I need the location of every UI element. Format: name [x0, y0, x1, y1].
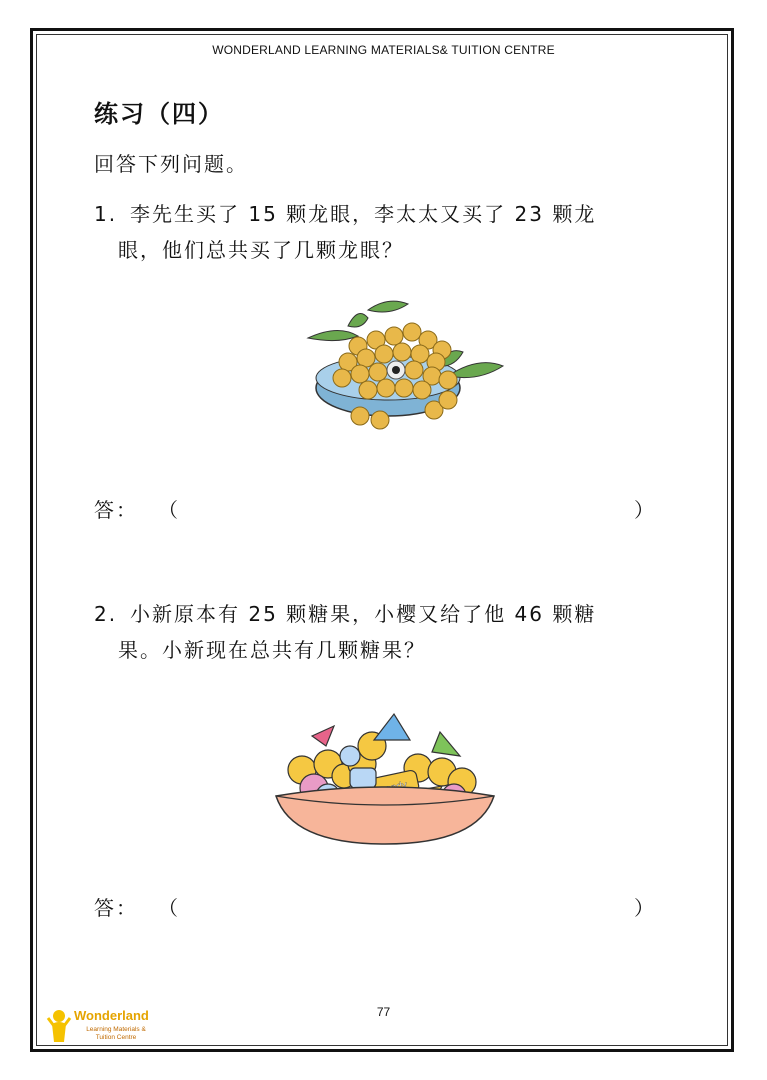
question-text-line-1: 李先生买了 15 颗龙眼，李太太又买了 23 颗龙	[130, 202, 597, 226]
exercise-title: 练习（四）	[94, 100, 224, 128]
question-text-line-1: 小新原本有 25 颗糖果，小樱又给了他 46 颗糖	[130, 602, 597, 626]
answer-line-1	[94, 494, 654, 524]
logo-subtitle-line-2: Tuition Centre	[95, 1034, 137, 1041]
logo-subtitle	[78, 1026, 154, 1042]
logo-brand-name: Wonderland	[74, 1008, 149, 1023]
child-figure-icon	[46, 1008, 72, 1044]
answer-label: 答：	[94, 498, 138, 522]
longan-bowl-illustration	[298, 296, 508, 434]
candy-bowl-illustration	[272, 712, 498, 850]
answer-line-2	[94, 892, 654, 922]
answer-label: 答：	[94, 896, 138, 920]
question-number: 1.	[94, 202, 118, 226]
wonderland-logo	[44, 1006, 184, 1046]
question-text-line-2: 果。小新现在总共有几颗糖果？	[118, 638, 426, 662]
answer-open-paren: （	[158, 896, 178, 920]
page-header: WONDERLAND LEARNING MATERIALS& TUITION CENTRE	[212, 43, 555, 57]
answer-close-paren: ）	[634, 498, 654, 522]
answer-close-paren: ）	[634, 896, 654, 920]
page-number: 77	[376, 1005, 391, 1019]
question-text-line-2: 眼，他们总共买了几颗龙眼？	[118, 238, 404, 262]
answer-open-paren: （	[158, 498, 178, 522]
instruction-text: 回答下列问题。	[94, 152, 248, 176]
logo-subtitle-line-1: Learning Materials &	[86, 1026, 146, 1033]
question-number: 2.	[94, 602, 118, 626]
